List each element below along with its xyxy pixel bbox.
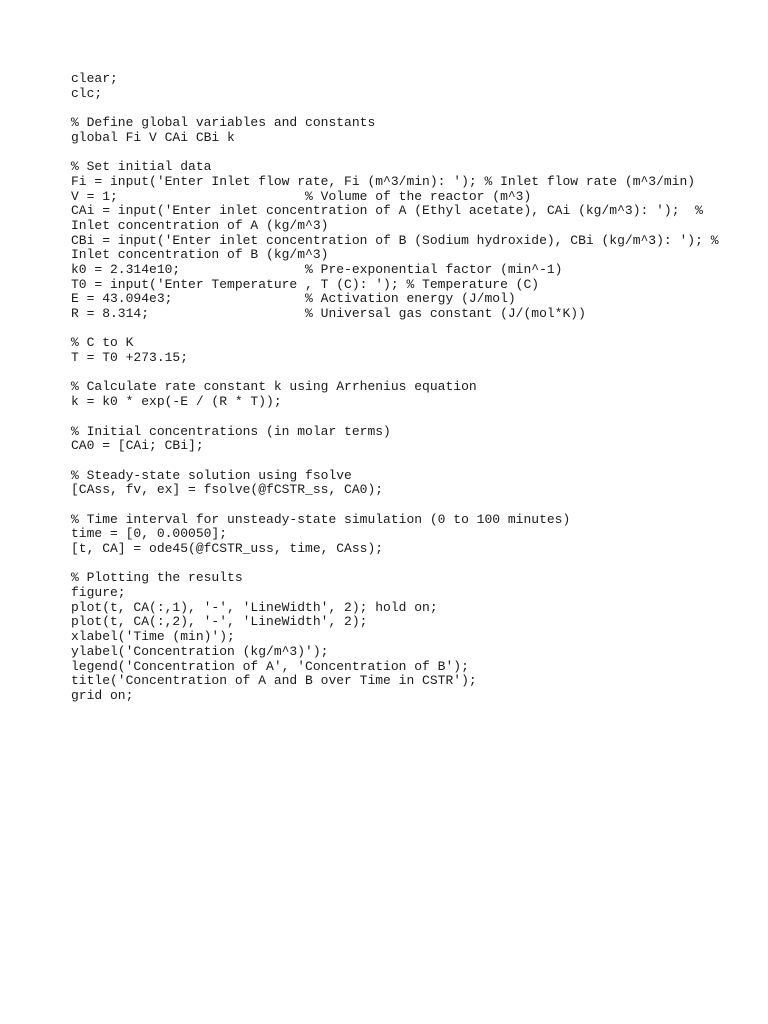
code-line: E = 43.094e3; % Activation energy (J/mol) [71, 291, 516, 307]
code-line: time = [0, 0.00050]; [71, 526, 228, 542]
code-line [71, 322, 751, 337]
code-line: % Plotting the results [71, 570, 243, 586]
code-line [71, 498, 751, 513]
code-line: CBi = input('Enter inlet concentration of B (Sodium hydroxide), CBi (kg/m^3): '); % [71, 232, 719, 248]
code-line: figure; [71, 585, 126, 601]
code-line: T = T0 +273.15; [71, 350, 189, 366]
code-line [71, 410, 751, 425]
code-line: grid on; [71, 687, 134, 703]
code-line [71, 366, 751, 381]
code-line: [t, CA] = ode45(@fCSTR_uss, time, CAss); [71, 541, 384, 556]
code-line: clear; [71, 71, 118, 86]
code-line [71, 145, 751, 160]
code-line: ylabel('Concentration (kg/m^3)'); [71, 643, 329, 659]
code-line: Inlet concentration of B (kg/m^3) [71, 247, 329, 263]
code-listing [71, 72, 751, 704]
code-line: % Initial concentrations (in molar terms) [71, 423, 391, 439]
code-line: CA0 = [CAi; CBi]; [71, 438, 204, 454]
code-line: legend('Concentration of A', 'Concentration of B'); [71, 658, 469, 674]
code-line: clc; [71, 85, 103, 101]
code-line: plot(t, CA(:,2), '-', 'LineWidth', 2); [71, 614, 368, 630]
code-line: k = k0 * exp(-E / (R * T)); [71, 394, 282, 410]
code-line: % Set initial data [71, 159, 212, 175]
code-line: % Steady-state solution using fsolve [71, 467, 352, 483]
code-line: Inlet concentration of A (kg/m^3) [71, 217, 329, 233]
code-line: title('Concentration of A and B over Time in CSTR'); [71, 673, 477, 689]
code-line: CAi = input('Enter inlet concentration of A (Ethyl acetate), CAi (kg/m^3): '); % [71, 203, 703, 219]
code-line: plot(t, CA(:,1), '-', 'LineWidth', 2); hold on; [71, 599, 438, 615]
code-line: R = 8.314; % Universal gas constant (J/(mol*K)) [71, 306, 586, 321]
code-line: global Fi V CAi CBi k [71, 129, 235, 145]
code-line: T0 = input('Enter Temperature , T (C): '); % Temperature (C) [71, 276, 540, 292]
code-line: Fi = input('Enter Inlet flow rate, Fi (m^3/min): '); % Inlet flow rate (m^3/min) [71, 173, 696, 189]
code-line: xlabel('Time (min)'); [71, 629, 235, 645]
code-line [71, 101, 751, 116]
code-line [71, 454, 751, 469]
code-line: % Time interval for unsteady-state simulation (0 to 100 minutes) [71, 511, 571, 527]
code-line: V = 1; % Volume of the reactor (m^3) [71, 188, 532, 204]
code-line: % Define global variables and constants [71, 115, 376, 131]
code-line: % C to K [71, 335, 134, 351]
code-line: [CAss, fv, ex] = fsolve(@fCSTR_ss, CA0); [71, 482, 384, 498]
code-line: % Calculate rate constant k using Arrhenius equation [71, 379, 477, 395]
code-line [71, 557, 751, 572]
code-line: k0 = 2.314e10; % Pre-exponential factor (min^-1) [71, 261, 563, 277]
